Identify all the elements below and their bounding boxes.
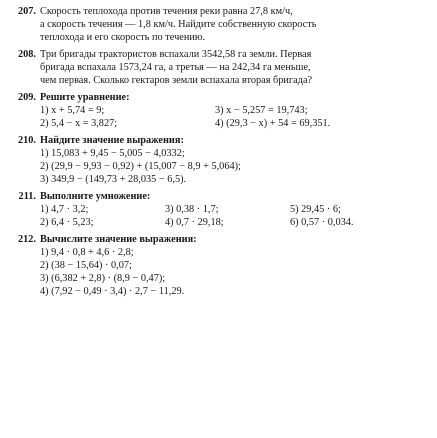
equation-item: 3) x − 5,257 = 19,743; xyxy=(215,105,308,116)
problem-number: 208. xyxy=(17,49,36,60)
problem-number: 209. xyxy=(17,92,36,103)
problem-212 xyxy=(6,233,431,298)
expression-item: 4) (7,92 − 0,49 · 3,4) · 2,7 − 11,29. xyxy=(40,286,185,297)
equation-item: 2) 5,4 − x = 3,827; xyxy=(40,118,118,129)
problem-number: 207. xyxy=(17,6,36,17)
multiplication-item: 5) 29,45 · 6; xyxy=(290,204,341,215)
expression-item: 3) (6,382 + 2,8) · (8,9 − 0,47); xyxy=(40,273,166,284)
expression-item: 3) 349,9 − (149,73 + 28,035 − 6,5). xyxy=(40,174,187,185)
multiplication-item: 6) 0,57 · 0,034. xyxy=(290,217,354,228)
problem-heading: Выполните умножение: xyxy=(40,191,151,202)
problem-number: 210. xyxy=(17,135,36,146)
problem-number: 211. xyxy=(18,191,36,202)
problem-text-line: теплохода и его скорость по течению. xyxy=(40,32,206,43)
multiplication-item: 4) 0,7 · 29,18; xyxy=(165,217,224,228)
expression-item: 1) 15,083 + 9,45 − 5,005 − 4,0332; xyxy=(40,148,185,159)
expression-item: 2) (38 − 15,64) · 0,07; xyxy=(40,260,132,271)
problem-208 xyxy=(6,48,431,87)
equation-item: 1) x + 5,74 = 9; xyxy=(40,105,105,116)
expression-item: 1) 9,4 · 0,8 + 4,6 · 2,8; xyxy=(40,247,134,258)
problem-text-line: бригада вспахала 1573,24 га, а третья — на 242,34 га меньше, xyxy=(40,62,311,73)
multiplication-item: 3) 0,38 · 1,7; xyxy=(165,204,219,215)
multiplication-row xyxy=(40,203,431,216)
multiplication-item: 2) 6,4 · 5,23; xyxy=(40,217,94,228)
equation-row xyxy=(40,104,431,117)
expression-item: 2) (29,9 − 9,93 − 0,92) + (15,007 − 8,9 + 5,064); xyxy=(40,161,241,172)
problem-207 xyxy=(6,5,431,44)
problem-text-line: а скорость течения — 1,8 км/ч. Найдите собственную скорость xyxy=(40,19,317,30)
problem-heading: Вычислите значение выражения: xyxy=(40,234,197,245)
problem-text-line: Скорость теплохода против течения реки равна 27,8 км/ч, xyxy=(40,6,293,17)
equation-row xyxy=(40,117,431,130)
problem-210 xyxy=(6,134,431,186)
problem-heading: Решите уравнение: xyxy=(40,92,130,103)
problem-heading: Найдите значение выражения: xyxy=(40,135,184,146)
multiplication-row xyxy=(40,216,431,229)
problem-number: 212. xyxy=(17,234,36,245)
equation-item: 4) (29,3 − x) + 54 = 69,351. xyxy=(215,118,331,129)
problem-209 xyxy=(6,91,431,130)
problem-text-line: Три бригады трактористов вспахали 3542,58 га земли. Первая xyxy=(40,49,312,60)
problem-text-line: чем первая. Сколько гектаров земли вспахала вторая бригада? xyxy=(40,75,313,86)
problem-211 xyxy=(6,190,431,229)
multiplication-item: 1) 4,7 · 3,2; xyxy=(40,204,89,215)
